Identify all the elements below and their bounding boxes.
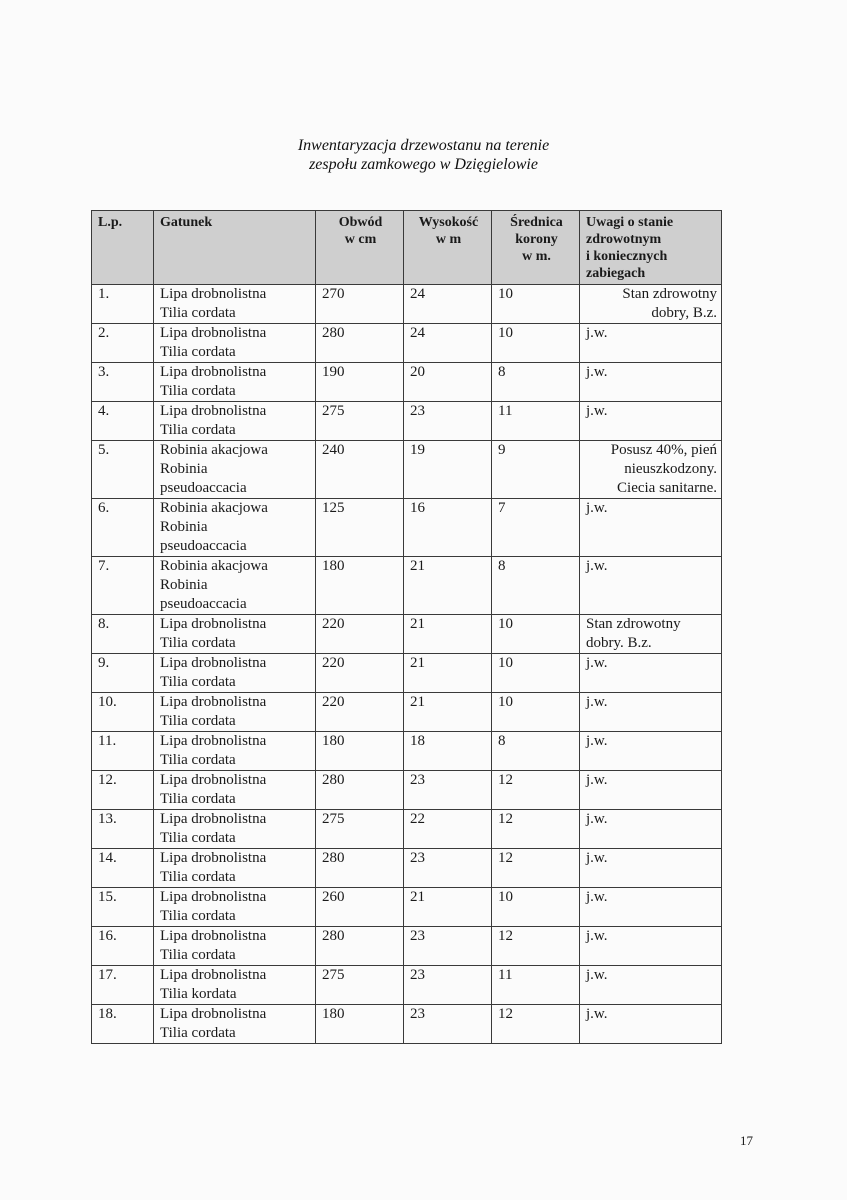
cell-lp: 17. <box>92 966 154 1005</box>
cell-uwagi <box>580 966 722 1005</box>
cell-srednica: 7 <box>492 499 580 557</box>
cell-srednica: 9 <box>492 441 580 499</box>
cell-gatunek-line: Lipa drobnolistna <box>160 1006 267 1022</box>
cell-srednica: 12 <box>492 810 580 849</box>
cell-gatunek-line: Tilia cordata <box>160 422 236 438</box>
header-gatunek <box>154 211 316 285</box>
cell-gatunek-line: Lipa drobnolistna <box>160 325 267 341</box>
cell-srednica: 8 <box>492 732 580 771</box>
cell-gatunek <box>154 499 316 557</box>
cell-gatunek-line: Tilia cordata <box>160 869 236 885</box>
cell-lp: 15. <box>92 888 154 927</box>
table-row <box>92 324 722 363</box>
cell-gatunek-line: Robinia <box>160 577 208 593</box>
cell-wysokosc: 22 <box>404 810 492 849</box>
cell-gatunek-line: Tilia cordata <box>160 305 236 321</box>
table-row <box>92 615 722 654</box>
cell-lp: 3. <box>92 363 154 402</box>
cell-gatunek <box>154 615 316 654</box>
cell-uwagi <box>580 499 722 557</box>
cell-gatunek-line: Lipa drobnolistna <box>160 616 267 632</box>
cell-gatunek-line: Tilia kordata <box>160 986 237 1002</box>
cell-lp: 12. <box>92 771 154 810</box>
cell-lp: 1. <box>92 285 154 324</box>
cell-gatunek-line: pseudoaccacia <box>160 596 247 612</box>
cell-gatunek-line: Robinia akacjowa <box>160 558 268 574</box>
cell-gatunek <box>154 557 316 615</box>
cell-wysokosc: 19 <box>404 441 492 499</box>
cell-srednica: 10 <box>492 654 580 693</box>
cell-gatunek-line: Lipa drobnolistna <box>160 772 267 788</box>
cell-srednica: 8 <box>492 363 580 402</box>
cell-uwagi-line: j.w. <box>586 364 608 380</box>
table-row <box>92 1005 722 1044</box>
cell-gatunek-line: Lipa drobnolistna <box>160 694 267 710</box>
cell-uwagi <box>580 927 722 966</box>
table-row <box>92 363 722 402</box>
cell-obwod: 280 <box>316 849 404 888</box>
cell-srednica: 8 <box>492 557 580 615</box>
cell-lp: 14. <box>92 849 154 888</box>
cell-wysokosc: 16 <box>404 499 492 557</box>
header-obwod <box>316 211 404 285</box>
cell-gatunek <box>154 363 316 402</box>
cell-lp: 4. <box>92 402 154 441</box>
header-lp <box>92 211 154 285</box>
cell-uwagi <box>580 654 722 693</box>
table-row <box>92 771 722 810</box>
title-line-1: Inwentaryzacja drzewostanu na terenie <box>297 137 550 154</box>
cell-gatunek-line: Tilia cordata <box>160 713 236 729</box>
cell-gatunek <box>154 888 316 927</box>
table-row <box>92 966 722 1005</box>
table-row <box>92 810 722 849</box>
cell-gatunek-line: Tilia cordata <box>160 635 236 651</box>
table-header-row <box>92 211 722 285</box>
cell-gatunek-line: Tilia cordata <box>160 908 236 924</box>
cell-lp: 8. <box>92 615 154 654</box>
cell-uwagi-line: j.w. <box>586 694 608 710</box>
cell-gatunek <box>154 771 316 810</box>
cell-obwod: 220 <box>316 693 404 732</box>
cell-srednica: 12 <box>492 771 580 810</box>
cell-uwagi-line: Stan zdrowotny <box>622 286 717 302</box>
cell-obwod: 220 <box>316 654 404 693</box>
cell-uwagi-line: dobry, B.z. <box>651 305 717 321</box>
cell-uwagi-line: j.w. <box>586 500 608 516</box>
cell-gatunek-line: pseudoaccacia <box>160 480 247 496</box>
cell-gatunek-line: Robinia akacjowa <box>160 500 268 516</box>
cell-gatunek-line: Robinia <box>160 461 208 477</box>
cell-wysokosc: 21 <box>404 615 492 654</box>
cell-uwagi-line: j.w. <box>586 811 608 827</box>
header-text-line: w cm <box>344 232 377 247</box>
cell-wysokosc: 21 <box>404 654 492 693</box>
header-text-line: Uwagi o stanie <box>586 215 674 230</box>
cell-wysokosc: 23 <box>404 927 492 966</box>
cell-wysokosc: 24 <box>404 285 492 324</box>
cell-uwagi-line: j.w. <box>586 733 608 749</box>
table-body <box>92 285 722 1044</box>
cell-uwagi-line: dobry. B.z. <box>586 635 652 651</box>
cell-wysokosc: 23 <box>404 1005 492 1044</box>
cell-obwod: 270 <box>316 285 404 324</box>
cell-gatunek-line: Tilia cordata <box>160 830 236 846</box>
cell-srednica: 12 <box>492 927 580 966</box>
cell-lp: 6. <box>92 499 154 557</box>
cell-uwagi-line: j.w. <box>586 558 608 574</box>
cell-obwod: 275 <box>316 810 404 849</box>
cell-gatunek <box>154 966 316 1005</box>
cell-gatunek-line: pseudoaccacia <box>160 538 247 554</box>
cell-gatunek-line: Lipa drobnolistna <box>160 286 267 302</box>
cell-gatunek-line: Tilia cordata <box>160 383 236 399</box>
cell-lp: 7. <box>92 557 154 615</box>
cell-uwagi-line: j.w. <box>586 967 608 983</box>
table-row <box>92 888 722 927</box>
table-row <box>92 402 722 441</box>
header-text-line: i koniecznych <box>586 249 668 264</box>
cell-uwagi <box>580 402 722 441</box>
cell-obwod: 190 <box>316 363 404 402</box>
cell-lp: 5. <box>92 441 154 499</box>
cell-obwod: 280 <box>316 324 404 363</box>
cell-gatunek-line: Tilia cordata <box>160 674 236 690</box>
cell-uwagi <box>580 849 722 888</box>
cell-lp: 9. <box>92 654 154 693</box>
cell-uwagi <box>580 771 722 810</box>
cell-gatunek-line: Lipa drobnolistna <box>160 850 267 866</box>
table-row <box>92 927 722 966</box>
header-uwagi <box>580 211 722 285</box>
cell-lp: 11. <box>92 732 154 771</box>
cell-gatunek-line: Lipa drobnolistna <box>160 364 267 380</box>
cell-wysokosc: 18 <box>404 732 492 771</box>
table-row <box>92 732 722 771</box>
cell-uwagi-line: j.w. <box>586 889 608 905</box>
header-text-line: zdrowotnym <box>586 232 662 247</box>
cell-gatunek <box>154 927 316 966</box>
cell-wysokosc: 21 <box>404 557 492 615</box>
cell-gatunek-line: Tilia cordata <box>160 791 236 807</box>
table-row <box>92 499 722 557</box>
header-wysokosc <box>404 211 492 285</box>
cell-srednica: 11 <box>492 966 580 1005</box>
cell-gatunek-line: Tilia cordata <box>160 1025 236 1041</box>
header-text-line: w m <box>435 232 462 247</box>
cell-obwod: 260 <box>316 888 404 927</box>
cell-gatunek-line: Lipa drobnolistna <box>160 928 267 944</box>
cell-obwod: 180 <box>316 1005 404 1044</box>
cell-gatunek <box>154 732 316 771</box>
cell-gatunek <box>154 693 316 732</box>
cell-uwagi-line: j.w. <box>586 772 608 788</box>
table-row <box>92 654 722 693</box>
cell-uwagi-line: Stan zdrowotny <box>586 616 681 632</box>
cell-lp: 18. <box>92 1005 154 1044</box>
cell-srednica: 10 <box>492 285 580 324</box>
header-text-line: L.p. <box>98 215 123 230</box>
cell-lp: 2. <box>92 324 154 363</box>
cell-obwod: 180 <box>316 557 404 615</box>
cell-lp: 16. <box>92 927 154 966</box>
page-number: 17 <box>740 1133 753 1148</box>
cell-gatunek-line: Lipa drobnolistna <box>160 733 267 749</box>
cell-gatunek <box>154 324 316 363</box>
cell-gatunek-line: Lipa drobnolistna <box>160 655 267 671</box>
cell-gatunek <box>154 285 316 324</box>
cell-gatunek <box>154 810 316 849</box>
cell-gatunek <box>154 1005 316 1044</box>
cell-uwagi <box>580 810 722 849</box>
cell-uwagi <box>580 441 722 499</box>
cell-uwagi <box>580 285 722 324</box>
cell-uwagi <box>580 888 722 927</box>
cell-wysokosc: 24 <box>404 324 492 363</box>
header-text-line: Wysokość <box>418 215 479 230</box>
cell-uwagi <box>580 1005 722 1044</box>
cell-srednica: 10 <box>492 615 580 654</box>
cell-wysokosc: 21 <box>404 888 492 927</box>
cell-uwagi-line: j.w. <box>586 655 608 671</box>
table-row <box>92 849 722 888</box>
cell-obwod: 125 <box>316 499 404 557</box>
cell-gatunek <box>154 654 316 693</box>
cell-wysokosc: 20 <box>404 363 492 402</box>
cell-obwod: 240 <box>316 441 404 499</box>
header-text-line: w m. <box>522 249 551 264</box>
cell-obwod: 280 <box>316 771 404 810</box>
cell-uwagi-line: nieuszkodzony. <box>624 461 717 477</box>
cell-uwagi <box>580 363 722 402</box>
cell-uwagi <box>580 615 722 654</box>
cell-gatunek-line: Robinia <box>160 519 208 535</box>
cell-wysokosc: 23 <box>404 966 492 1005</box>
cell-srednica: 10 <box>492 888 580 927</box>
cell-lp: 10. <box>92 693 154 732</box>
header-text-line: Obwód <box>338 215 383 230</box>
cell-gatunek <box>154 849 316 888</box>
cell-srednica: 12 <box>492 849 580 888</box>
cell-gatunek-line: Lipa drobnolistna <box>160 403 267 419</box>
cell-uwagi-line: Posusz 40%, pień <box>610 442 717 458</box>
cell-gatunek-line: Lipa drobnolistna <box>160 811 267 827</box>
cell-srednica: 12 <box>492 1005 580 1044</box>
cell-gatunek <box>154 402 316 441</box>
cell-gatunek-line: Lipa drobnolistna <box>160 967 267 983</box>
header-text-line: Średnica <box>510 215 563 230</box>
cell-obwod: 220 <box>316 615 404 654</box>
cell-wysokosc: 23 <box>404 849 492 888</box>
cell-wysokosc: 21 <box>404 693 492 732</box>
cell-lp: 13. <box>92 810 154 849</box>
header-text-line: Gatunek <box>160 215 213 230</box>
cell-uwagi <box>580 732 722 771</box>
cell-uwagi-line: j.w. <box>586 325 608 341</box>
cell-uwagi-line: Ciecia sanitarne. <box>617 480 717 496</box>
cell-gatunek-line: Robinia akacjowa <box>160 442 268 458</box>
cell-wysokosc: 23 <box>404 771 492 810</box>
cell-obwod: 180 <box>316 732 404 771</box>
cell-uwagi <box>580 693 722 732</box>
cell-uwagi-line: j.w. <box>586 403 608 419</box>
cell-uwagi <box>580 557 722 615</box>
cell-uwagi-line: j.w. <box>586 928 608 944</box>
cell-uwagi-line: j.w. <box>586 1006 608 1022</box>
cell-gatunek-line: Tilia cordata <box>160 752 236 768</box>
title-line-2: zespołu zamkowego w Dzięgielowie <box>309 156 538 173</box>
header-text-line: korony <box>515 232 558 247</box>
cell-gatunek-line: Tilia cordata <box>160 344 236 360</box>
cell-obwod: 280 <box>316 927 404 966</box>
table-row <box>92 557 722 615</box>
cell-gatunek-line: Lipa drobnolistna <box>160 889 267 905</box>
cell-gatunek-line: Tilia cordata <box>160 947 236 963</box>
header-text-line: zabiegach <box>586 266 646 281</box>
cell-uwagi-line: j.w. <box>586 850 608 866</box>
cell-wysokosc: 23 <box>404 402 492 441</box>
page-title <box>0 136 847 174</box>
cell-obwod: 275 <box>316 402 404 441</box>
header-srednica <box>492 211 580 285</box>
table-row <box>92 285 722 324</box>
cell-uwagi <box>580 324 722 363</box>
cell-srednica: 10 <box>492 324 580 363</box>
cell-srednica: 10 <box>492 693 580 732</box>
tree-inventory-table <box>91 210 722 1044</box>
table-row <box>92 441 722 499</box>
cell-srednica: 11 <box>492 402 580 441</box>
cell-gatunek <box>154 441 316 499</box>
table-row <box>92 693 722 732</box>
cell-obwod: 275 <box>316 966 404 1005</box>
